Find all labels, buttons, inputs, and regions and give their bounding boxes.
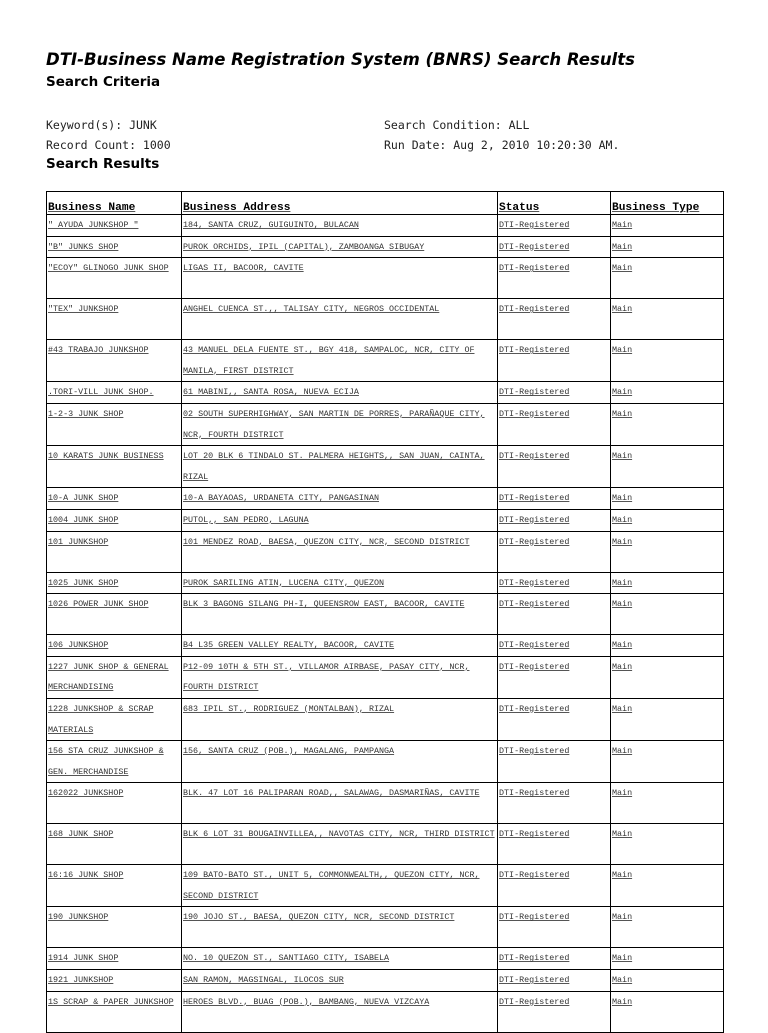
table-row [47,488,724,510]
business-name-cell: 1921 JUNKSHOP [47,970,182,992]
table-row [47,907,724,948]
business-type-cell: Main [611,215,724,237]
run-date: Run Date: Aug 2, 2010 10:20:30 AM. [384,138,620,152]
business-name-cell: 1914 JUNK SHOP [47,948,182,970]
business-address-cell: BLK 6 LOT 31 BOUGAINVILLEA,, NAVOTAS CITY, NCR, THIRD DISTRICT [182,824,498,865]
business-type-cell: Main [611,907,724,948]
table-row [47,403,724,445]
status-cell: DTI-Registered [498,215,611,237]
business-type-cell: Main [611,948,724,970]
status-cell: DTI-Registered [498,531,611,572]
business-name-cell: #43 TRABAJO JUNKSHOP [47,340,182,382]
status-cell: DTI-Registered [498,236,611,258]
status-cell: DTI-Registered [498,340,611,382]
table-row [47,991,724,1032]
business-address-cell: PUTOL,, SAN PEDRO, LAGUNA [182,509,498,531]
search-results-heading: Search Results [46,156,160,172]
status-cell: DTI-Registered [498,509,611,531]
business-type-cell: Main [611,509,724,531]
table-row [47,594,724,635]
business-name-cell: 1026 POWER JUNK SHOP [47,594,182,635]
business-type-cell: Main [611,865,724,907]
business-type-cell: Main [611,698,724,740]
table-row [47,948,724,970]
business-type-cell: Main [611,340,724,382]
business-address-cell: B4 L35 GREEN VALLEY REALTY, BACOOR, CAVITE [182,635,498,657]
business-type-cell: Main [611,783,724,824]
business-address-cell: LIGAS II, BACOOR, CAVITE [182,258,498,299]
table-row [47,258,724,299]
business-type-cell: Main [611,236,724,258]
table-row [47,531,724,572]
table-row [47,509,724,531]
status-cell: DTI-Registered [498,594,611,635]
business-type-cell: Main [611,446,724,488]
business-type-cell: Main [611,991,724,1032]
business-type-cell: Main [611,488,724,510]
business-name-cell: "ECOY" GLINOGO JUNK SHOP [47,258,182,299]
search-condition: Search Condition: ALL [384,118,530,132]
business-address-cell: 184, SANTA CRUZ, GUIGUINTO, BULACAN [182,215,498,237]
business-name-cell: 1004 JUNK SHOP [47,509,182,531]
table-row [47,446,724,488]
status-cell: DTI-Registered [498,783,611,824]
business-name-cell: 168 JUNK SHOP [47,824,182,865]
table-row [47,572,724,594]
status-cell: DTI-Registered [498,258,611,299]
table-row [47,236,724,258]
business-type-cell: Main [611,531,724,572]
business-name-cell: 16:16 JUNK SHOP [47,865,182,907]
business-type-cell: Main [611,635,724,657]
business-address-cell: LOT 20 BLK 6 TINDALO ST. PALMERA HEIGHTS,, SAN JUAN, CAINTA, RIZAL [182,446,498,488]
status-cell: DTI-Registered [498,865,611,907]
document-title: DTI-Business Name Registration System (BNRS) Search Results [46,50,635,69]
business-address-cell: BLK 3 BAGONG SILANG PH-I, QUEENSROW EAST, BACOOR, CAVITE [182,594,498,635]
column-header-business-name: Business Name [47,192,182,215]
business-address-cell: 190 JOJO ST., BAESA, QUEZON CITY, NCR, SECOND DISTRICT [182,907,498,948]
business-name-cell: 1025 JUNK SHOP [47,572,182,594]
business-name-cell: "TEX" JUNKSHOP [47,299,182,340]
table-row [47,741,724,783]
business-name-cell: 190 JUNKSHOP [47,907,182,948]
business-name-cell: 10-A JUNK SHOP [47,488,182,510]
business-name-cell: 1228 JUNKSHOP & SCRAP MATERIALS [47,698,182,740]
business-address-cell: 43 MANUEL DELA FUENTE ST., BGY 418, SAMPALOC, NCR, CITY OF MANILA, FIRST DISTRICT [182,340,498,382]
status-cell: DTI-Registered [498,635,611,657]
business-name-cell: 1227 JUNK SHOP & GENERAL MERCHANDISING [47,656,182,698]
business-type-cell: Main [611,741,724,783]
business-address-cell: HEROES BLVD., BUAG (POB.), BAMBANG, NUEVA VIZCAYA [182,991,498,1032]
business-name-cell: 101 JUNKSHOP [47,531,182,572]
business-name-cell: 10 KARATS JUNK BUSINESS [47,446,182,488]
record-count: Record Count: 1000 [46,138,171,152]
status-cell: DTI-Registered [498,991,611,1032]
business-name-cell: 156 STA CRUZ JUNKSHOP & GEN. MERCHANDISE [47,741,182,783]
table-row [47,382,724,404]
search-criteria-heading: Search Criteria [46,74,161,90]
status-cell: DTI-Registered [498,382,611,404]
results-table-body [47,215,724,1033]
table-row [47,783,724,824]
table-row [47,970,724,992]
table-row [47,656,724,698]
business-address-cell: BLK. 47 LOT 16 PALIPARAN ROAD,, SALAWAG, DASMARIÑAS, CAVITE [182,783,498,824]
business-address-cell: NO. 10 QUEZON ST., SANTIAGO CITY, ISABELA [182,948,498,970]
business-address-cell: P12-09 10TH & 5TH ST., VILLAMOR AIRBASE, PASAY CITY, NCR, FOURTH DISTRICT [182,656,498,698]
table-row [47,635,724,657]
business-name-cell: " AYUDA JUNKSHOP " [47,215,182,237]
status-cell: DTI-Registered [498,741,611,783]
table-header-row [47,192,724,215]
business-address-cell: SAN RAMON, MAGSINGAL, ILOCOS SUR [182,970,498,992]
business-name-cell: .TORI-VILL JUNK SHOP. [47,382,182,404]
business-name-cell: 162022 JUNKSHOP [47,783,182,824]
business-type-cell: Main [611,403,724,445]
status-cell: DTI-Registered [498,824,611,865]
table-row [47,865,724,907]
business-address-cell: PUROK ORCHIDS, IPIL (CAPITAL), ZAMBOANGA SIBUGAY [182,236,498,258]
status-cell: DTI-Registered [498,907,611,948]
status-cell: DTI-Registered [498,403,611,445]
table-row [47,215,724,237]
column-header-business-address: Business Address [182,192,498,215]
status-cell: DTI-Registered [498,698,611,740]
business-address-cell: 109 BATO-BATO ST., UNIT 5, COMMONWEALTH,, QUEZON CITY, NCR, SECOND DISTRICT [182,865,498,907]
status-cell: DTI-Registered [498,656,611,698]
business-address-cell: 683 IPIL ST., RODRIGUEZ (MONTALBAN), RIZAL [182,698,498,740]
column-header-business-type: Business Type [611,192,724,215]
status-cell: DTI-Registered [498,572,611,594]
business-address-cell: 101 MENDEZ ROAD, BAESA, QUEZON CITY, NCR, SECOND DISTRICT [182,531,498,572]
business-type-cell: Main [611,656,724,698]
business-address-cell: ANGHEL CUENCA ST.,, TALISAY CITY, NEGROS OCCIDENTAL [182,299,498,340]
table-row [47,824,724,865]
status-cell: DTI-Registered [498,948,611,970]
business-address-cell: 61 MABINI,, SANTA ROSA, NUEVA ECIJA [182,382,498,404]
business-type-cell: Main [611,382,724,404]
business-address-cell: PUROK SARILING ATIN, LUCENA CITY, QUEZON [182,572,498,594]
business-name-cell: 1S SCRAP & PAPER JUNKSHOP [47,991,182,1032]
table-row [47,698,724,740]
business-name-cell: 106 JUNKSHOP [47,635,182,657]
column-header-status: Status [498,192,611,215]
business-type-cell: Main [611,572,724,594]
business-type-cell: Main [611,594,724,635]
business-address-cell: 10-A BAYAOAS, URDANETA CITY, PANGASINAN [182,488,498,510]
keyword-criterion: Keyword(s): JUNK [46,118,157,132]
status-cell: DTI-Registered [498,299,611,340]
status-cell: DTI-Registered [498,488,611,510]
business-address-cell: 02 SOUTH SUPERHIGHWAY, SAN MARTIN DE PORRES, PARAÑAQUE CITY, NCR, FOURTH DISTRICT [182,403,498,445]
results-table [46,191,724,1033]
business-type-cell: Main [611,824,724,865]
business-address-cell: 156, SANTA CRUZ (POB.), MAGALANG, PAMPANGA [182,741,498,783]
business-type-cell: Main [611,299,724,340]
table-row [47,299,724,340]
business-type-cell: Main [611,970,724,992]
business-name-cell: 1-2-3 JUNK SHOP [47,403,182,445]
table-row [47,340,724,382]
business-type-cell: Main [611,258,724,299]
status-cell: DTI-Registered [498,970,611,992]
status-cell: DTI-Registered [498,446,611,488]
business-name-cell: "B" JUNKS SHOP [47,236,182,258]
